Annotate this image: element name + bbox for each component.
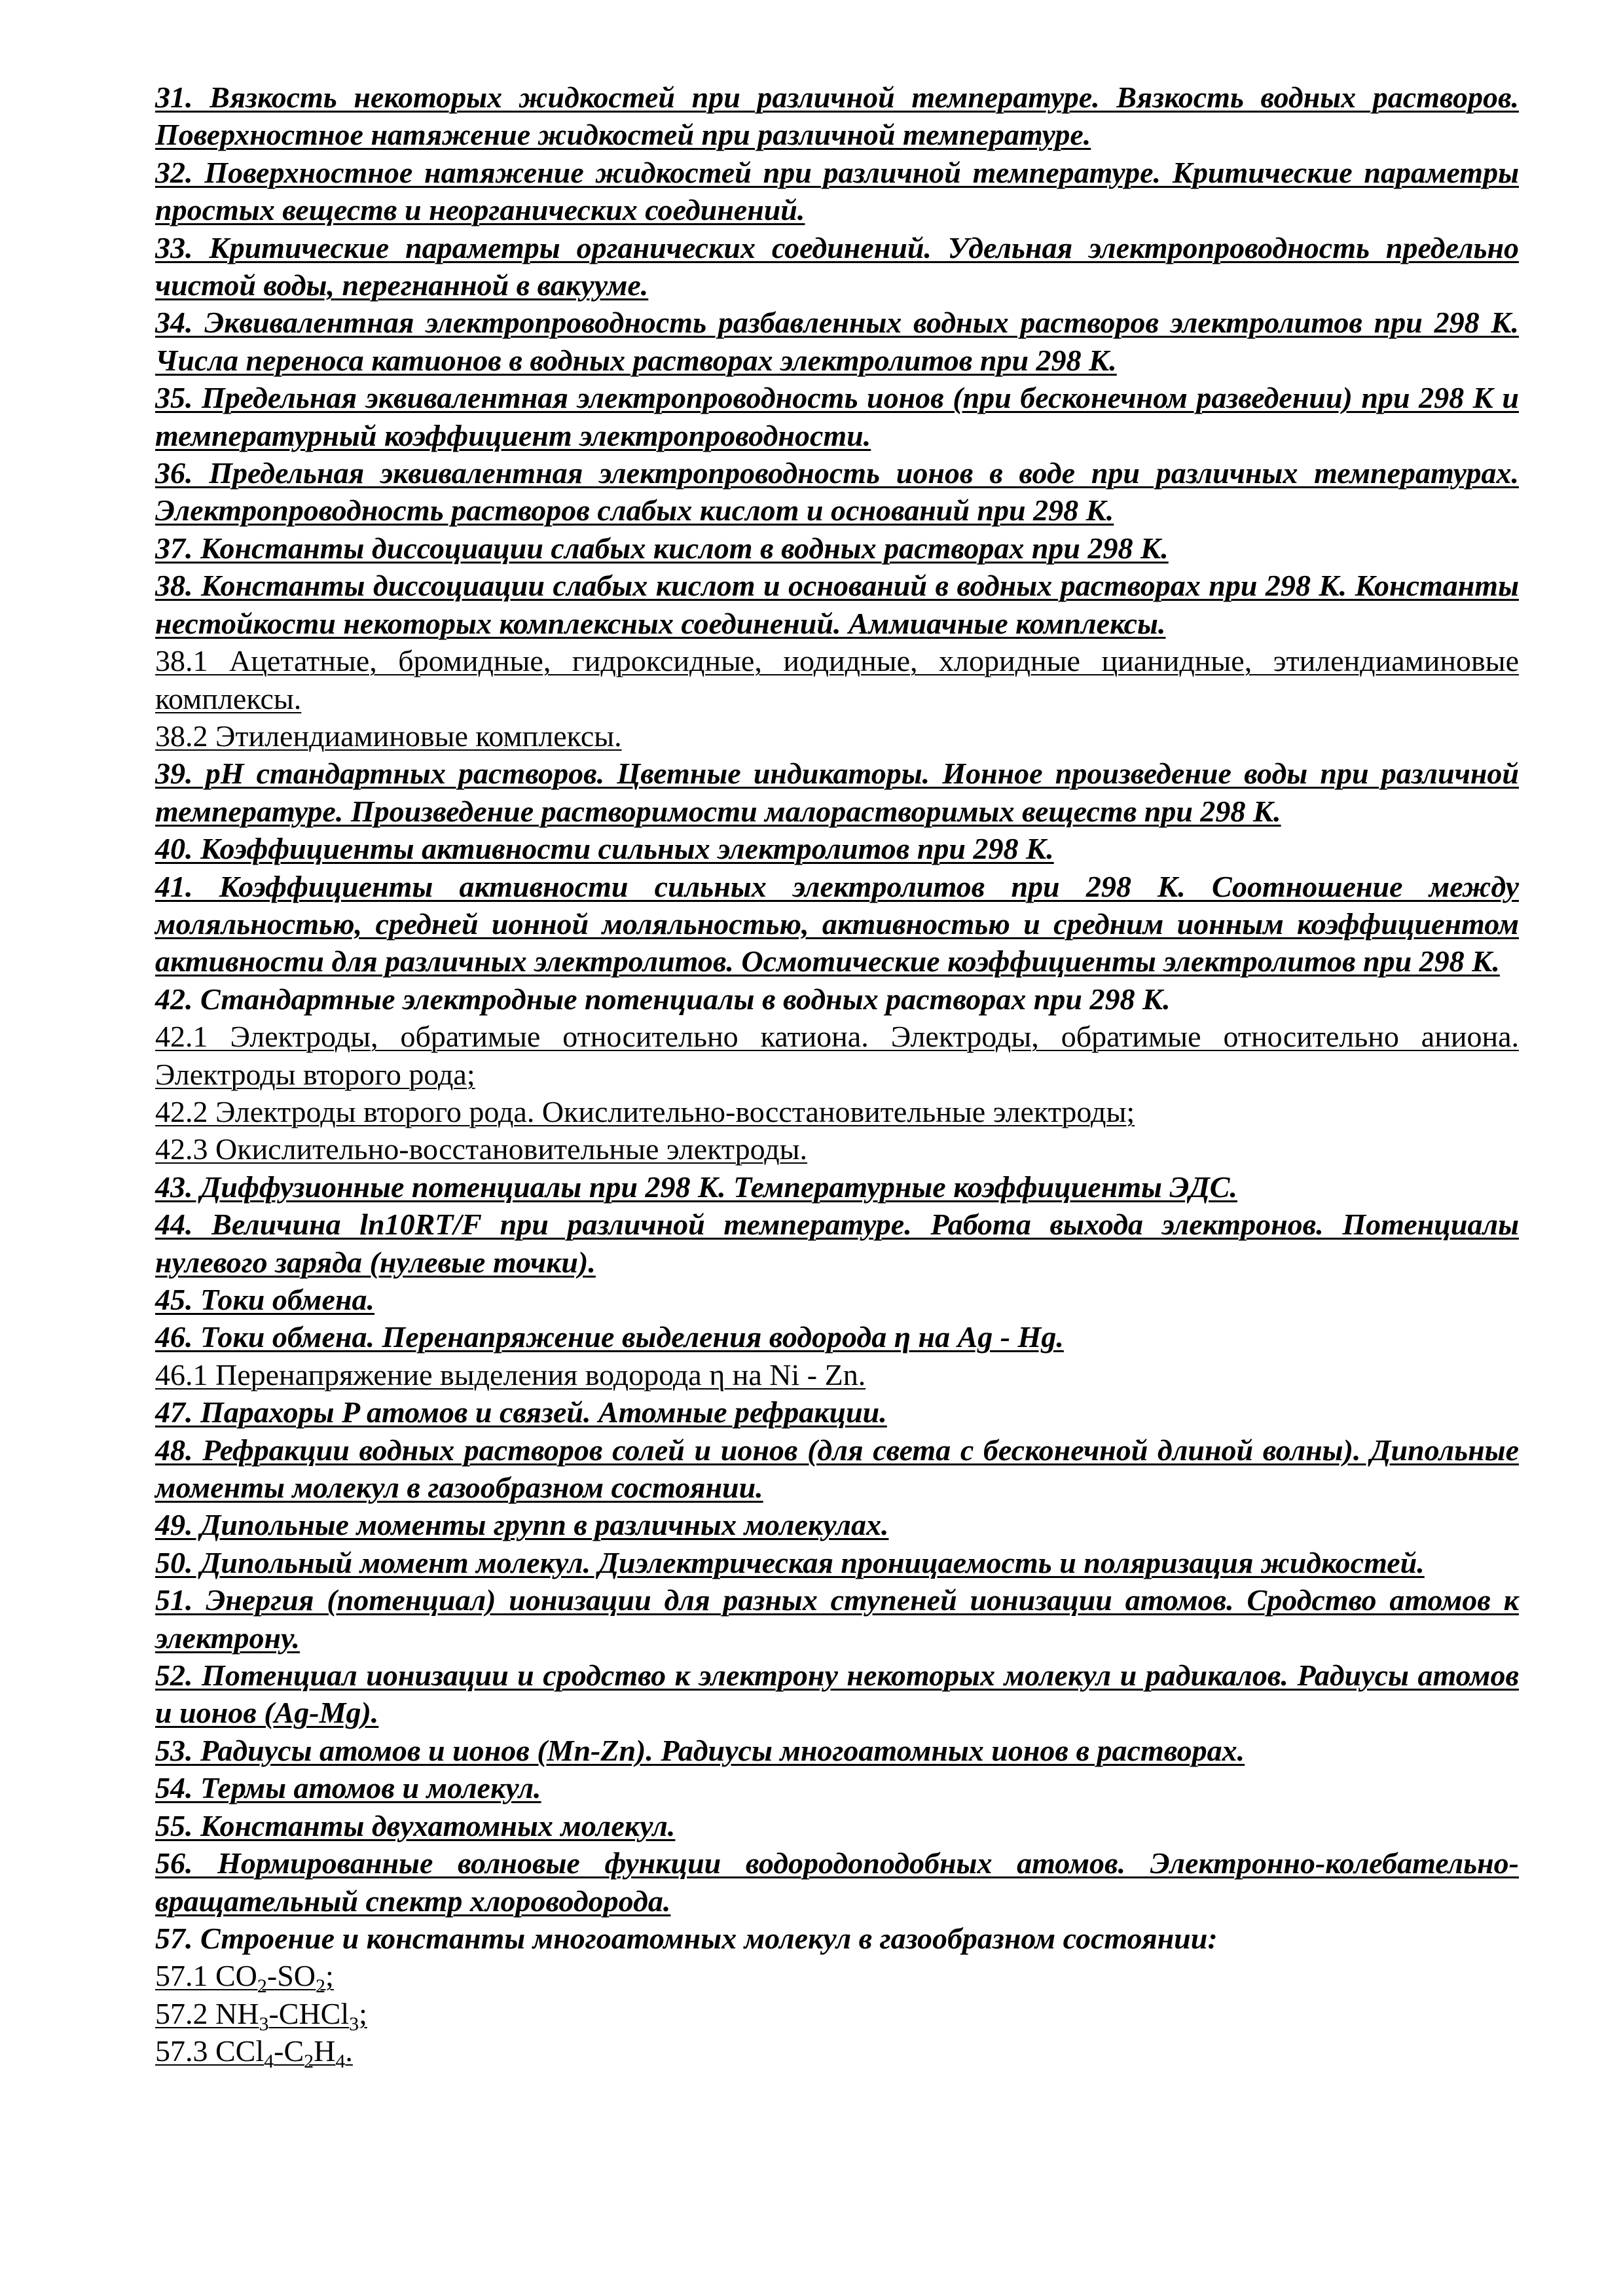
toc-entry-36: 36. Предельная эквивалентная электропроводность ионов в воде при различных температурах. Электропроводность растворов слабых кислот и оснований при 298 К. <box>155 456 1519 528</box>
toc-entry-57-3 <box>155 2032 1519 2073</box>
toc-entry-47: 47. Парахоры P атомов и связей. Атомные рефракции. <box>155 1395 887 1429</box>
formula-subscript: 2 <box>304 2051 314 2073</box>
toc-entry-46-1: 46.1 Перенапряжение выделения водорода η на Ni - Zn. <box>155 1357 866 1391</box>
toc-entry-44: 44. Величина ln10RT/F при различной температуре. Работа выхода электронов. Потенциалы нулевого заряда (нулевые точки). <box>155 1208 1519 1279</box>
toc-entry-51: 51. Энергия (потенциал) ионизации для разных ступеней ионизации атомов. Сродство атомов к электрону. <box>155 1583 1519 1655</box>
toc-entry-42-1: 42.1 Электроды, обратимые относительно катиона. Электроды, обратимые относительно аниона. Электроды второго рода; <box>155 1020 1519 1091</box>
formula-text: ; <box>359 1996 367 2030</box>
toc-entry-35: 35. Предельная эквивалентная электропроводность ионов (при бесконечном разведении) при 298 К и температурный коэффициент электропроводности. <box>155 381 1519 452</box>
toc-entry-54: 54. Термы атомов и молекул. <box>155 1771 541 1805</box>
formula-subscript: 2 <box>316 1975 326 1998</box>
formula-subscript: 3 <box>259 2013 269 2035</box>
formula-subscript: 4 <box>264 2051 274 2073</box>
toc-entry-39: 39. pH стандартных растворов. Цветные индикаторы. Ионное произведение воды при различной температуре. Произведение растворимости малорастворимых веществ при 298 К. <box>155 757 1519 828</box>
toc-entry-53: 53. Радиусы атомов и ионов (Mn-Zn). Радиусы многоатомных ионов в растворах. <box>155 1733 1245 1767</box>
toc-entry-57-1 <box>155 1957 1519 1998</box>
toc-entry-50: 50. Дипольный момент молекул. Диэлектрическая проницаемость и поляризация жидкостей. <box>155 1545 1425 1579</box>
toc-entry-38: 38. Константы диссоциации слабых кислот и оснований в водных растворах при 298 К. Константы нестойкости некоторых комплексных соединений. Аммиачные комплексы. <box>155 569 1519 640</box>
entry-number: 57.3 <box>155 2034 215 2068</box>
toc-entry-56: 56. Нормированные волновые функции водородоподобных атомов. Электронно-колебательно-вращательный спектр хлороводорода. <box>155 1846 1519 1918</box>
toc-entry-42-3: 42.3 Окислительно-восстановительные электроды. <box>155 1132 808 1166</box>
toc-entry-49: 49. Дипольные моменты групп в различных молекулах. <box>155 1508 889 1542</box>
toc-entry-48: 48. Рефракции водных растворов солей и ионов (для света с бесконечной длиной волны). Дипольные моменты молекул в газообразном состоянии. <box>155 1433 1519 1505</box>
table-of-contents <box>155 79 1519 2073</box>
entry-number: 57.2 <box>155 1996 215 2030</box>
toc-entry-43: 43. Диффузионные потенциалы при 298 К. Температурные коэффициенты ЭДС. <box>155 1170 1237 1204</box>
formula-subscript: 2 <box>257 1975 267 1998</box>
toc-entry-34: 34. Эквивалентная электропроводность разбавленных водных растворов электролитов при 298 К. Числа переноса катионов в водных растворах электролитов при 298 К. <box>155 306 1519 377</box>
formula-text: . <box>345 2034 353 2068</box>
formula-text: -C <box>274 2034 304 2068</box>
entry-number: 57.1 <box>155 1959 215 1993</box>
toc-entry-57-2 <box>155 1995 1519 2035</box>
toc-entry-42: 42. Стандартные электродные потенциалы в водных растворах при 298 К. <box>155 982 1171 1016</box>
toc-entry-45: 45. Токи обмена. <box>155 1283 375 1316</box>
toc-entry-55: 55. Константы двухатомных молекул. <box>155 1808 676 1842</box>
chem-entry-list <box>155 1957 1519 2073</box>
toc-entry-32: 32. Поверхностное натяжение жидкостей при различной температуре. Критические параметры простых веществ и неорганических соединений. <box>155 155 1519 227</box>
formula-subscript: 4 <box>335 2051 346 2073</box>
toc-entry-37: 37. Константы диссоциации слабых кислот в водных растворах при 298 К. <box>155 531 1169 565</box>
toc-entry-46: 46. Токи обмена. Перенапряжение выделения водорода η на Ag - Hg. <box>155 1320 1064 1354</box>
formula-text: CO <box>215 1959 257 1993</box>
toc-entry-38-2: 38.2 Этилендиаминовые комплексы. <box>155 719 622 753</box>
toc-entry-31: 31. Вязкость некоторых жидкостей при различной температуре. Вязкость водных растворов. Поверхностное натяжение жидкостей при различной температуре. <box>155 81 1519 152</box>
formula-text: NH <box>215 1996 259 2030</box>
formula-text: ; <box>325 1959 334 1993</box>
formula-text: -SO <box>266 1959 316 1993</box>
formula-text: -CHCl <box>268 1996 350 2030</box>
formula-subscript: 3 <box>349 2013 359 2035</box>
toc-entry-52: 52. Потенциал ионизации и сродство к электрону некоторых молекул и радикалов. Радиусы атомов и ионов (Ag-Mg). <box>155 1659 1519 1730</box>
formula-text: CCl <box>215 2034 264 2068</box>
toc-entry-41: 41. Коэффициенты активности сильных электролитов при 298 К. Соотношение между моляльностью, средней ионной моляльностью, активностью и средним ионным коэффициентом активности для различных электролитов. Осмотические коэффициенты электролитов при 298 К. <box>155 869 1519 978</box>
toc-entry-57: 57. Строение и константы многоатомных молекул в газообразном состоянии: <box>155 1921 1218 1955</box>
formula-text: H <box>314 2034 336 2068</box>
toc-entry-42-2: 42.2 Электроды второго рода. Окислительно-восстановительные электроды; <box>155 1094 1135 1128</box>
toc-entry-33: 33. Критические параметры органических соединений. Удельная электропроводность предельно чистой воды, перегнанной в вакууме. <box>155 230 1519 302</box>
toc-entry-40: 40. Коэффициенты активности сильных электролитов при 298 К. <box>155 832 1054 866</box>
toc-entry-38-1: 38.1 Ацетатные, бромидные, гидроксидные, иодидные, хлоридные цианидные, этилендиаминовые комплексы. <box>155 644 1519 715</box>
entry-list <box>155 79 1519 1957</box>
